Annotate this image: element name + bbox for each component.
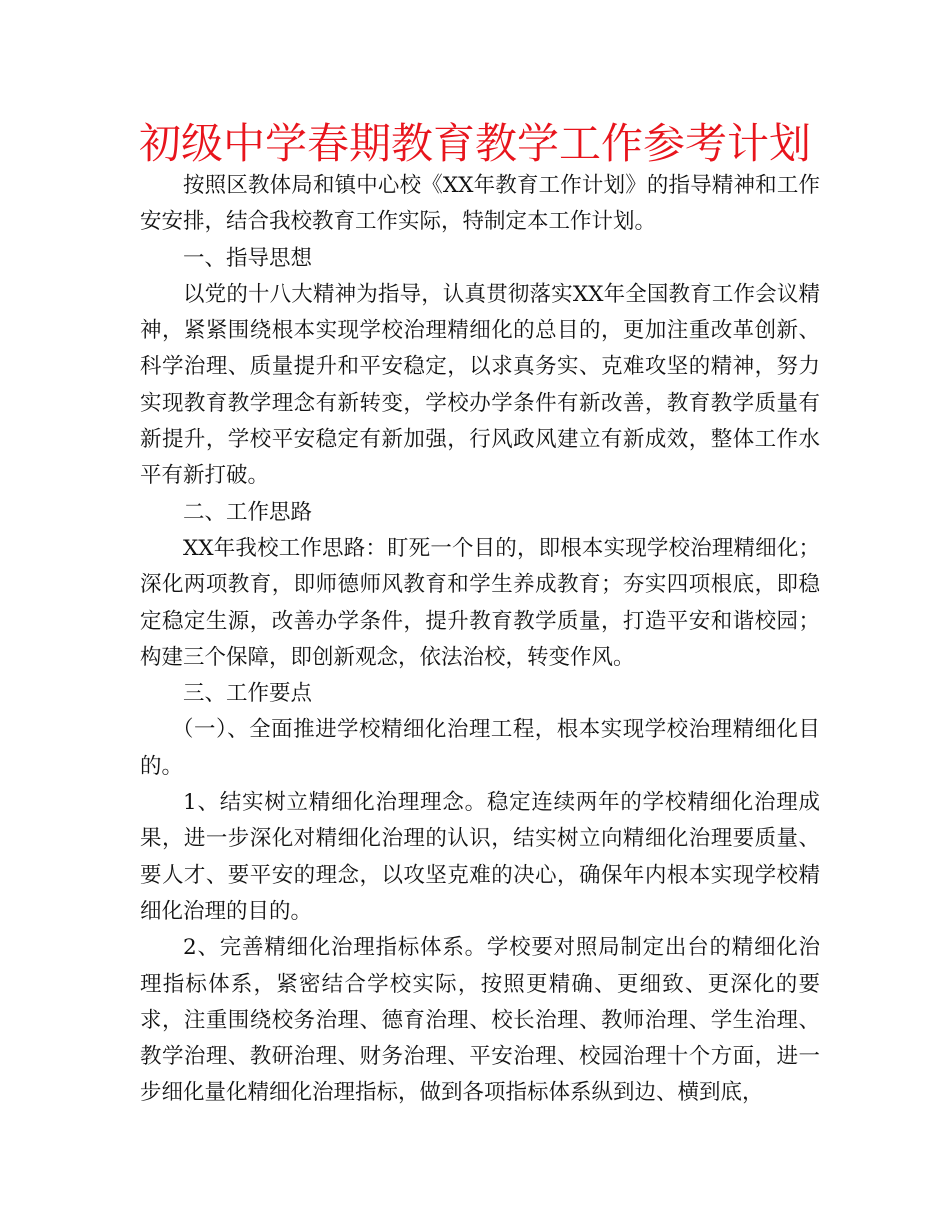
section-heading-guiding-thought: 一、指导思想 <box>183 245 313 271</box>
section-heading-work-approach: 二、工作思路 <box>183 499 313 525</box>
intro-paragraph: 按照区教体局和镇中心校《XX年教育工作计划》的指导精神和工作安安排，结合我校教育工作实际，特制定本工作计划。 <box>140 173 820 235</box>
document-title: 初级中学春期教育教学工作参考计划 <box>138 119 811 168</box>
guiding-thought-paragraph: 以党的十八大精神为指导，认真贯彻落实XX年全国教育工作会议精神，紧紧围绕根本实现学校治理精细化的总目的，更加注重改革创新、科学治理、质量提升和平安稳定，以求真务实、克难攻坚的精神，努力实现教育教学理念有新转变，学校办学条件有新改善，教育教学质量有新提升，学校平安稳定有新加强，行风政风建立有新成效，整体工作水平有新打破。 <box>140 281 820 489</box>
document-body <box>140 168 820 1112</box>
work-approach-paragraph: XX年我校工作思路：盯死一个目的，即根本实现学校治理精细化；深化两项教育，即师德师风教育和学生养成教育；夯实四项根底，即稳定稳定生源，改善办学条件，提升教育教学质量，打造平安和谐校园；构建三个保障，即创新观念，依法治校，转变作风。 <box>140 535 820 670</box>
point-2-paragraph: 2、完善精细化治理指标体系。学校要对照局制定出台的精细化治理指标体系，紧密结合学校实际，按照更精确、更细致、更深化的要求，注重围绕校务治理、德育治理、校长治理、教师治理、学生治理、教学治理、教研治理、财务治理、平安治理、校园治理十个方面，进一步细化量化精细化治理指标，做到各项指标体系纵到边、横到底， <box>140 935 820 1106</box>
point-1-paragraph: 1、结实树立精细化治理理念。稳定连续两年的学校精细化治理成果，进一步深化对精细化治理的认识，结实树立向精细化治理要质量、要人才、要平安的理念，以攻坚克难的决心，确保年内根本实现学校精细化治理的目的。 <box>140 790 820 924</box>
section-heading-work-points: 三、工作要点 <box>183 681 313 707</box>
subsection-heading-1: （一）、全面推进学校精细化治理工程，根本实现学校治理精细化目的。 <box>140 717 820 779</box>
